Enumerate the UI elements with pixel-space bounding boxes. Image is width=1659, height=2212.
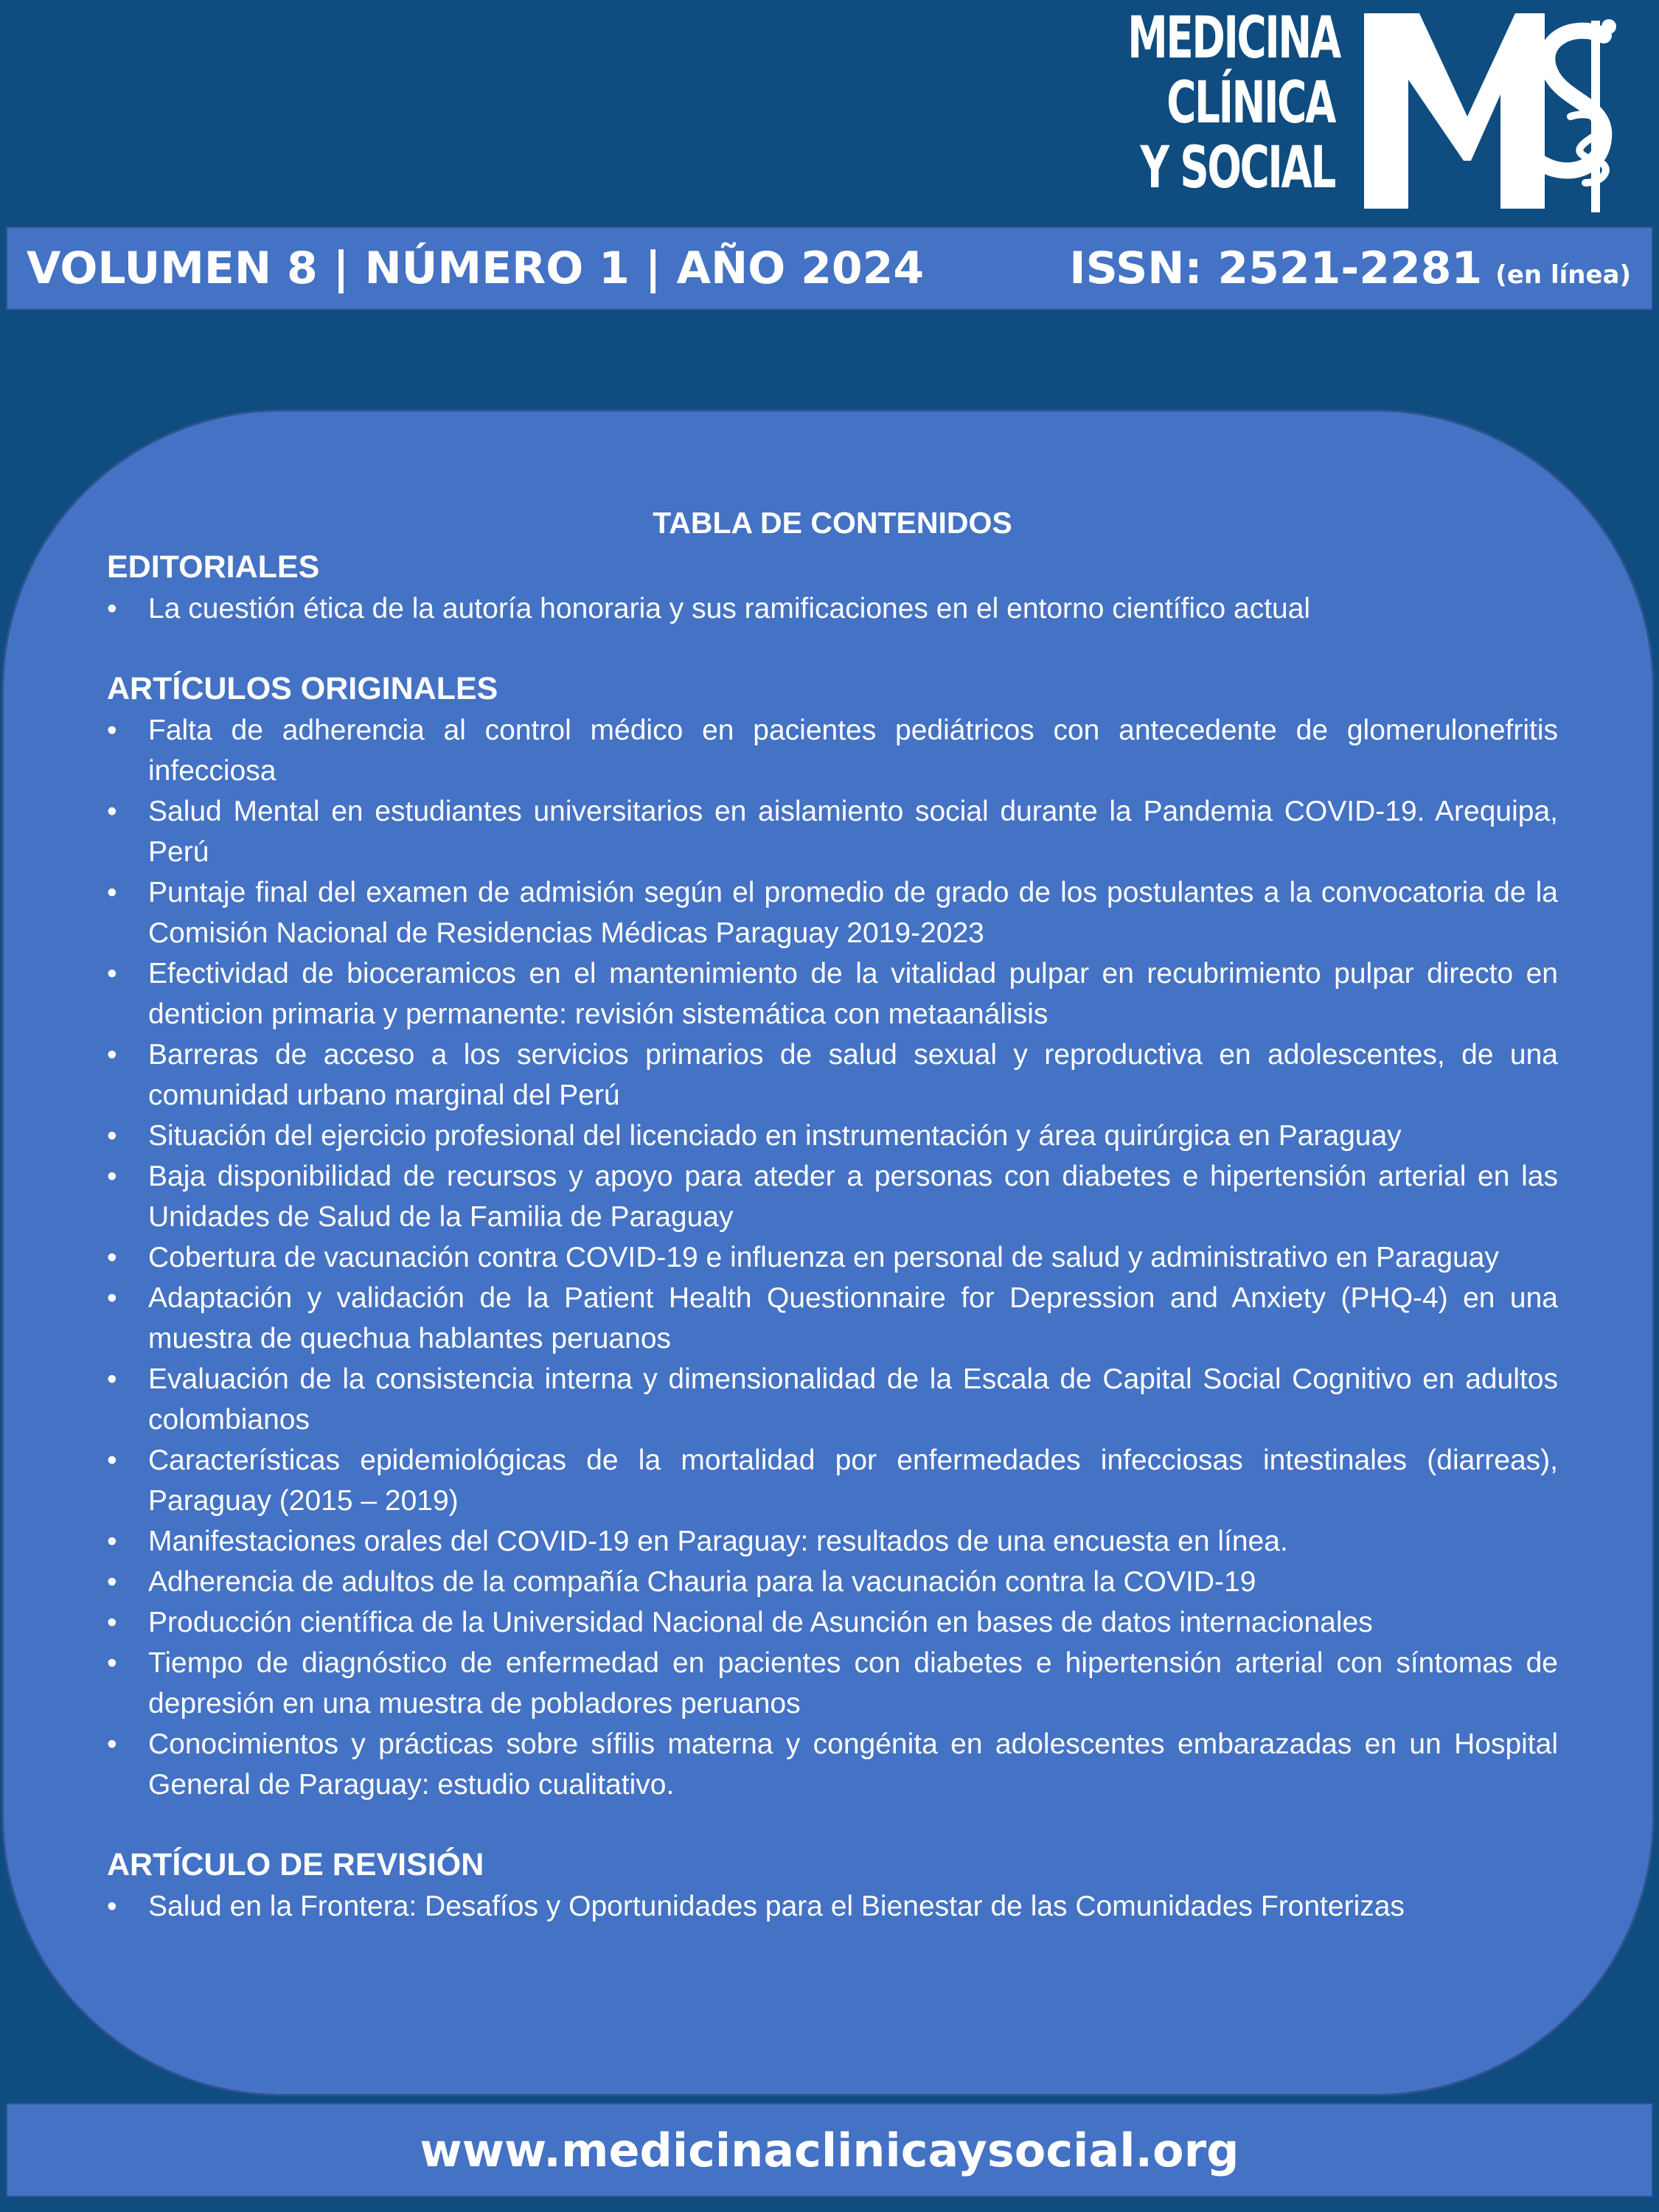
- bullet-icon: •: [107, 1282, 117, 1314]
- article-item[interactable]: [107, 1562, 1558, 1602]
- article-item[interactable]: [107, 710, 1558, 791]
- article-item[interactable]: [107, 1237, 1558, 1278]
- article-item[interactable]: [107, 1034, 1558, 1116]
- article-title: Conocimientos y prácticas sobre sífilis materna y congénita en adolescentes embarazadas en un Hospital General de Paraguay: estudio cualitativo.: [148, 1728, 1558, 1801]
- article-list: [107, 588, 1558, 629]
- logo-line-1: MEDICINA: [1127, 5, 1340, 72]
- journal-logo: [1069, 6, 1630, 216]
- article-title: Salud en la Frontera: Desafíos y Oportunidades para el Bienestar de las Comunidades Fronterizas: [148, 1891, 1405, 1922]
- article-list: [107, 1886, 1558, 1927]
- bullet-icon: •: [107, 1242, 117, 1273]
- article-item[interactable]: [107, 1359, 1558, 1440]
- bullet-icon: •: [107, 1039, 117, 1071]
- article-title: Falta de adherencia al control médico en pacientes pediátricos con antecedente de glomerulonefritis infecciosa: [148, 714, 1558, 787]
- bullet-icon: •: [107, 1891, 117, 1922]
- article-title: Baja disponibilidad de recursos y apoyo para ateder a personas con diabetes e hipertensión arterial en las Unidades de Salud de la Familia de Paraguay: [148, 1161, 1558, 1233]
- footer-bar: [6, 2103, 1653, 2197]
- article-list: [107, 710, 1558, 1805]
- bullet-icon: •: [107, 1728, 117, 1760]
- article-item[interactable]: [107, 1278, 1558, 1359]
- volume-number-year: VOLUMEN 8 | NÚMERO 1 | AÑO 2024: [27, 243, 925, 294]
- article-item[interactable]: [107, 953, 1558, 1034]
- section-heading: ARTÍCULOS ORIGINALES: [107, 671, 498, 706]
- toc-sections: [107, 546, 1558, 1927]
- issn-block: [1069, 243, 1631, 294]
- bullet-icon: •: [107, 1526, 117, 1557]
- ms-caduceus-logo-icon: [1349, 6, 1630, 216]
- article-title: Producción científica de la Universidad Nacional de Asunción en bases de datos internacionales: [148, 1607, 1373, 1638]
- logo-line-3: Y SOCIAL: [1140, 135, 1335, 201]
- bullet-icon: •: [107, 1607, 117, 1638]
- issue-info-bar: [6, 226, 1653, 310]
- article-item[interactable]: [107, 1602, 1558, 1643]
- article-title: La cuestión ética de la autoría honoraria y sus ramificaciones en el entorno científico actual: [148, 593, 1311, 625]
- article-title: Barreras de acceso a los servicios primarios de salud sexual y reproductiva en adolescentes, de una comunidad urbano marginal del Perú: [148, 1039, 1558, 1111]
- logo-wordmark: [1127, 5, 1340, 201]
- article-title: Situación del ejercicio profesional del licenciado en instrumentación y área quirúrgica en Paraguay: [148, 1120, 1402, 1152]
- article-title: Adherencia de adultos de la compañía Chauria para la vacunación contra la COVID-19: [148, 1566, 1256, 1598]
- article-title: Características epidemiológicas de la mortalidad por enfermedades infecciosas intestinales (diarreas), Paraguay (2015 – 2019): [148, 1444, 1558, 1517]
- bullet-icon: •: [107, 1566, 117, 1598]
- article-title: Salud Mental en estudiantes universitarios en aislamiento social durante la Pandemia COVID-19. Arequipa, Perú: [148, 796, 1558, 868]
- bullet-icon: •: [107, 1363, 117, 1395]
- article-item[interactable]: [107, 1886, 1558, 1927]
- bullet-icon: •: [107, 1120, 117, 1152]
- bullet-icon: •: [107, 877, 117, 908]
- toc-title: TABLA DE CONTENIDOS: [653, 506, 1012, 540]
- article-item[interactable]: [107, 872, 1558, 953]
- article-title: Cobertura de vacunación contra COVID-19 e influenza en personal de salud y administrativo en Paraguay: [148, 1242, 1499, 1273]
- toc-section: [107, 1843, 1558, 1927]
- section-heading: ARTÍCULO DE REVISIÓN: [107, 1847, 484, 1882]
- article-item[interactable]: [107, 588, 1558, 629]
- article-item[interactable]: [107, 1724, 1558, 1805]
- issn-online-note: (en línea): [1495, 260, 1631, 290]
- article-item[interactable]: [107, 791, 1558, 872]
- bullet-icon: •: [107, 796, 117, 827]
- article-title: Manifestaciones orales del COVID-19 en Paraguay: resultados de una encuesta en línea.: [148, 1526, 1288, 1557]
- bullet-icon: •: [107, 714, 117, 746]
- article-item[interactable]: [107, 1643, 1558, 1724]
- bullet-icon: •: [107, 958, 117, 990]
- toc-section: [107, 546, 1558, 629]
- bullet-icon: •: [107, 593, 117, 625]
- bullet-icon: •: [107, 1647, 117, 1679]
- article-title: Efectividad de bioceramicos en el mantenimiento de la vitalidad pulpar en recubrimiento pulpar directo en denticion primaria y permanente: revisión sistemática con metaanálisis: [148, 958, 1558, 1030]
- toc-section: [107, 667, 1558, 1805]
- bullet-icon: •: [107, 1444, 117, 1476]
- website-link[interactable]: www.medicinaclinicaysocial.org: [420, 2123, 1239, 2177]
- section-heading: EDITORIALES: [107, 549, 320, 585]
- article-title: Adaptación y validación de la Patient Health Questionnaire for Depression and Anxiety (PHQ-4) en una muestra de quechua hablantes peruanos: [148, 1282, 1558, 1354]
- bullet-icon: •: [107, 1161, 117, 1192]
- issn-number: ISSN: 2521-2281: [1069, 243, 1483, 294]
- article-title: Evaluación de la consistencia interna y dimensionalidad de la Escala de Capital Social Cognitivo en adultos colombianos: [148, 1363, 1558, 1436]
- article-item[interactable]: [107, 1440, 1558, 1521]
- article-item[interactable]: [107, 1116, 1558, 1156]
- article-title: Puntaje final del examen de admisión según el promedio de grado de los postulantes a la convocatoria de la Comisión Nacional de Residencias Médicas Paraguay 2019-2023: [148, 877, 1558, 949]
- logo-line-2: CLÍNICA: [1166, 70, 1335, 136]
- article-item[interactable]: [107, 1521, 1558, 1562]
- table-of-contents: [107, 501, 1558, 1927]
- article-item[interactable]: [107, 1156, 1558, 1237]
- table-of-contents-panel: [1, 409, 1655, 2096]
- article-title: Tiempo de diagnóstico de enfermedad en pacientes con diabetes e hipertensión arterial con síntomas de depresión en una muestra de pobladores peruanos: [148, 1647, 1558, 1719]
